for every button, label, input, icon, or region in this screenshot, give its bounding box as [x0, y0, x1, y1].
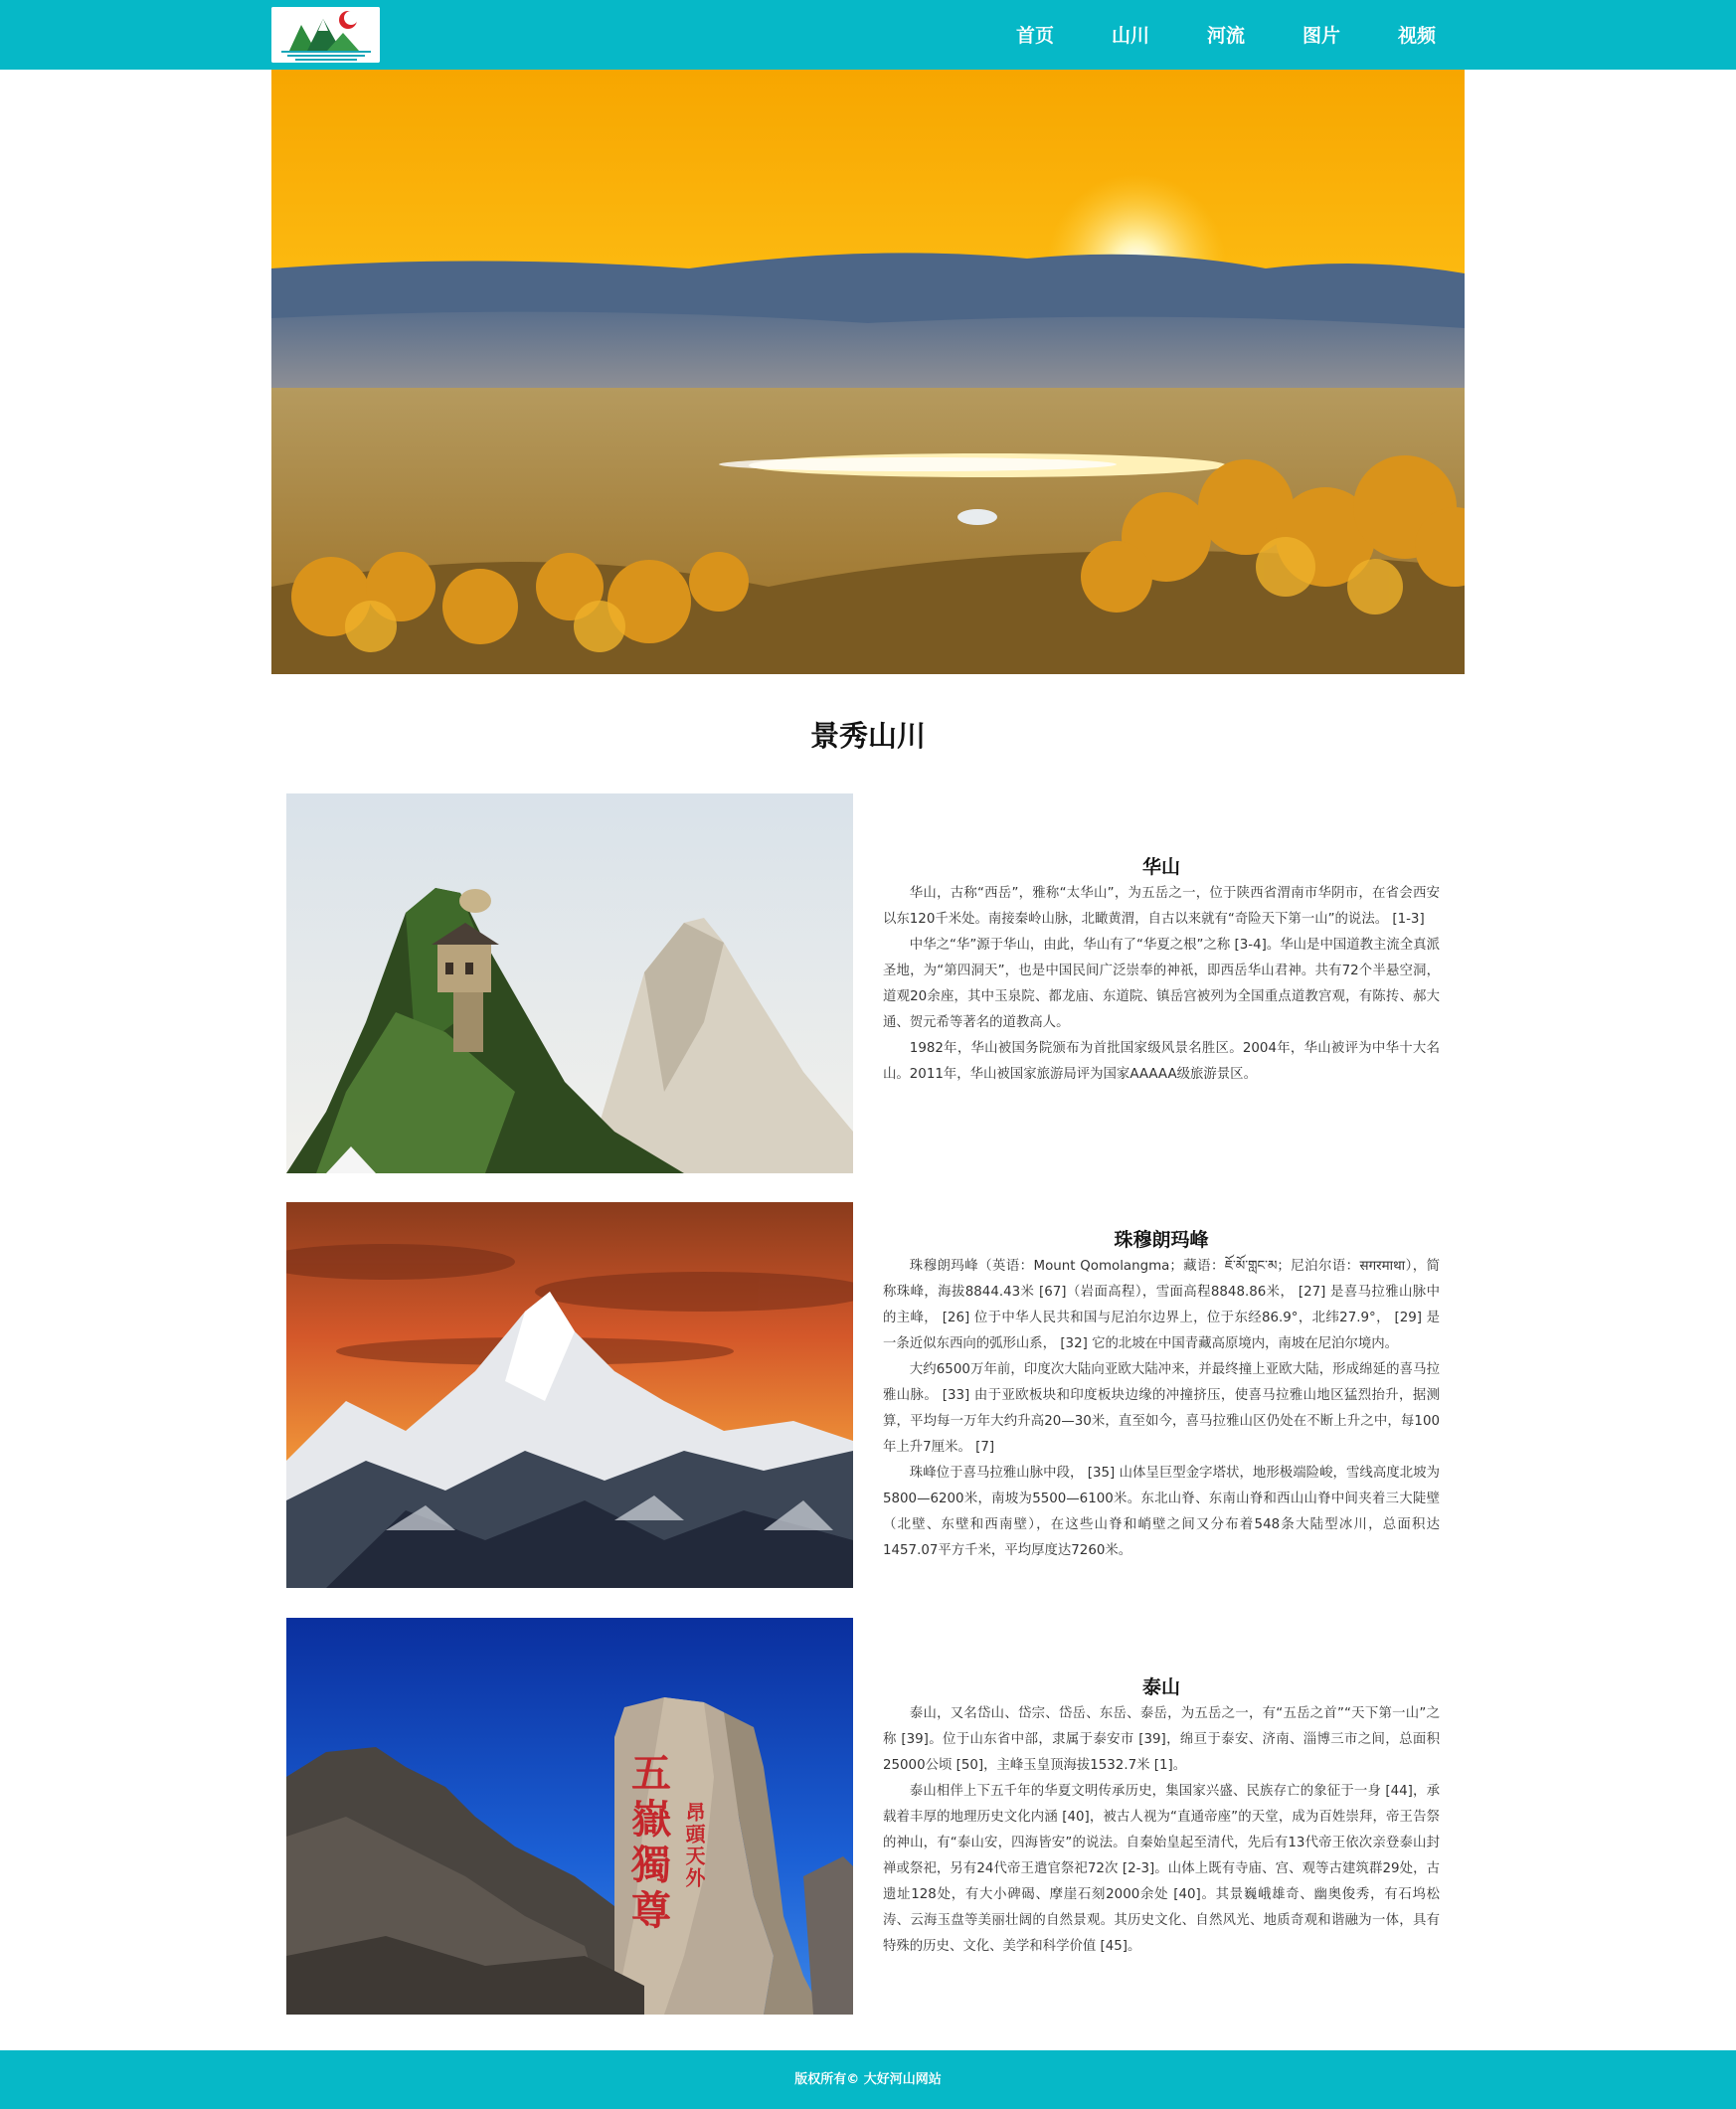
- nav-item-home[interactable]: 首页: [1015, 25, 1054, 47]
- taishan-image: [286, 1618, 853, 2015]
- nav-item-rivers[interactable]: 河流: [1206, 25, 1245, 47]
- footer: [0, 2050, 1736, 2109]
- item-paragraph: 泰山，又名岱山、岱宗、岱岳、东岳、泰岳，为五岳之一，有“五岳之首”“天下第一山”之称 [39]。位于山东省中部，隶属于泰安市 [39]，绵亘于泰安、济南、淄博三市之间，总面积25000公顷 [50]，主峰玉皇顶海拔1532.7米 [1]。: [883, 1706, 1440, 1773]
- copyright-text: 版权所有© 大好河山网站: [794, 2072, 942, 2087]
- item-paragraph: 1982年，华山被国务院颁布为首批国家级风景名胜区。2004年，华山被评为中华十大名山。2011年，华山被国家旅游局评为国家AAAAA级旅游景区。: [883, 1041, 1440, 1082]
- nav-item-videos[interactable]: 视频: [1397, 25, 1436, 47]
- item-paragraph: 中华之“华”源于华山，由此，华山有了“华夏之根”之称 [3-4]。华山是中国道教主流全真派圣地，为“第四洞天”，也是中国民间广泛崇奉的神祇，即西岳华山君神。共有72个半悬空洞，道观20余座，其中玉泉院、都龙庙、东道院、镇岳宫被列为全国重点道教宫观，有陈抟、郝大通、贺元希等著名的道教高人。: [883, 938, 1440, 1030]
- mountain-item-taishan: [286, 1618, 1450, 2015]
- taishan-text: [883, 1673, 1440, 1960]
- carving-main-text: 五嶽獨尊: [624, 1752, 672, 1935]
- huashan-text: [883, 853, 1440, 1088]
- main-nav: [0, 0, 1736, 70]
- nav-item-pictures[interactable]: 图片: [1302, 25, 1340, 47]
- item-paragraph: 泰山相伴上下五千年的华夏文明传承历史，集国家兴盛、民族存亡的象征于一身 [44]，承载着丰厚的地理历史文化内涵 [40]，被古人视为“直通帝座”的天堂，成为百姓崇拜，帝王告祭的神山，有“泰山安，四海皆安”的说法。自秦始皇起至清代，先后有13代帝王依次亲登泰山封禅或祭祀，另有24代帝王遣官祭祀72次 [2-3]。山体上既有寺庙、宫、观等古建筑群29处，古遗址128处，有大小碑碣、摩崖石刻2000余处 [40]。其景巍峨雄奇、幽奥俊秀，有石坞松涛、云海玉盘等美丽壮阔的自然景观。其历史文化、自然风光、地质奇观和谐融为一体，具有特殊的历史、文化、美学和科学价值 [45]。: [883, 1784, 1440, 1954]
- carving-side-text: 昂頭天外: [682, 1802, 706, 1889]
- mountain-item-huashan: [286, 793, 1450, 1173]
- item-title: 泰山: [1141, 1676, 1180, 1698]
- huashan-image: [286, 793, 853, 1173]
- item-title: 珠穆朗玛峰: [1114, 1229, 1209, 1251]
- mountain-item-everest: [286, 1202, 1450, 1588]
- everest-text: [883, 1226, 1440, 1564]
- nav-item-mountains[interactable]: 山川: [1111, 25, 1149, 47]
- item-paragraph: 珠穆朗玛峰（英语：Mount Qomolangma；藏语：ཇོ་མོ་གླང་མ；尼泊尔语：सगरमाथा），简称珠峰，海拔8844.43米 [67]（岩面高程），雪面高程8848.86米， [27] 是喜马拉雅山脉中的主峰， [26] 位于中华人民共和国与尼泊尔边界上，位于东经86.9°，北纬27.9°， [29] 是一条近似东西向的弧形山系， [32] 它的北坡在中国青藏高原境内，南坡在尼泊尔境内。: [883, 1259, 1440, 1351]
- item-paragraph: 大约6500万年前，印度次大陆向亚欧大陆冲来，并最终撞上亚欧大陆，形成绵延的喜马拉雅山脉。 [33] 由于亚欧板块和印度板块边缘的冲撞挤压，使喜马拉雅山地区猛烈抬升，据测算，平均每一万年大约升高20—30米，直至如今，喜马拉雅山区仍处在不断上升之中，每100年上升7厘米。 [7]: [883, 1362, 1440, 1455]
- item-paragraph: 珠峰位于喜马拉雅山脉中段， [35] 山体呈巨型金字塔状，地形极端险峻，雪线高度北坡为5800—6200米，南坡为5500—6100米。东北山脊、东南山脊和西山山脊中间夹着三大陡壁（北壁、东壁和西南壁），在这些山脊和峭壁之间又分布着548条大陆型冰川，总面积达1457.07平方千米，平均厚度达7260米。: [883, 1466, 1440, 1558]
- item-paragraph: 华山，古称“西岳”，雅称“太华山”，为五岳之一，位于陕西省渭南市华阴市，在省会西安以东120千米处。南接秦岭山脉，北瞰黄渭，自古以来就有“奇险天下第一山”的说法。 [1-3]: [883, 886, 1440, 927]
- section-title: 景秀山川: [809, 719, 926, 753]
- hero-banner-image: [271, 70, 1465, 674]
- everest-image: [286, 1202, 853, 1588]
- top-nav-bar: [0, 0, 1736, 70]
- item-title: 华山: [1141, 856, 1180, 878]
